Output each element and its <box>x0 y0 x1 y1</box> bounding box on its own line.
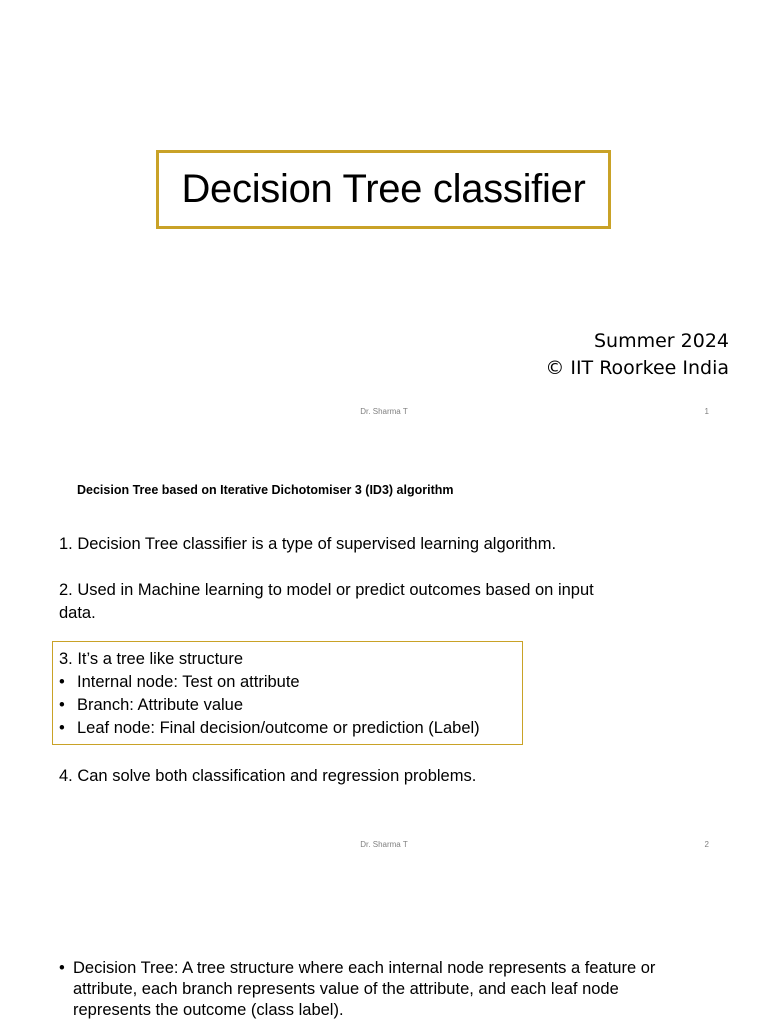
point-3-bullet: • Leaf node: Final decision/outcome or prediction (Label) <box>59 717 480 740</box>
point-2-line-1: 2. Used in Machine learning to model or predict outcomes based on input <box>59 581 594 599</box>
point-2-line-2: data. <box>59 604 96 622</box>
institution-label: © IIT Roorkee India <box>545 357 729 379</box>
slide-title: Decision Tree classifier <box>181 167 586 211</box>
point-3-box <box>52 641 523 745</box>
page-number: 2 <box>704 840 709 849</box>
point-2 <box>59 579 594 625</box>
term-label: Summer 2024 <box>593 330 729 352</box>
point-1: 1. Decision Tree classifier is a type of supervised learning algorithm. <box>59 535 557 553</box>
definition-line: Decision Tree: A tree structure where each internal node represents a feature or <box>73 959 656 977</box>
slide-heading: Decision Tree based on Iterative Dichotomiser 3 (ID3) algorithm <box>77 483 454 497</box>
definition-line: represents the outcome (class label). <box>73 1001 344 1019</box>
term-info <box>545 328 729 382</box>
title-box <box>156 150 611 229</box>
definition-line: attribute, each branch represents value of the attribute, and each leaf node <box>73 980 619 998</box>
footer-author: Dr. Sharma T <box>360 840 408 849</box>
bullet-icon: • <box>59 673 65 691</box>
point-3-bullet: • Internal node: Test on attribute <box>59 671 300 694</box>
point-4: 4. Can solve both classification and regression problems. <box>59 767 477 785</box>
slide-2 <box>0 433 768 866</box>
bullet-icon: • <box>59 959 65 977</box>
definition-text <box>73 958 733 1021</box>
footer-author: Dr. Sharma T <box>360 407 408 416</box>
bullet-icon: • <box>59 719 65 737</box>
page-number: 1 <box>704 407 709 416</box>
point-3-title: 3. It’s a tree like structure <box>59 650 244 668</box>
point-3-bullet: • Branch: Attribute value <box>59 694 243 717</box>
slide-1 <box>0 0 768 433</box>
slide-3 <box>0 866 768 1024</box>
bullet-icon: • <box>59 696 65 714</box>
